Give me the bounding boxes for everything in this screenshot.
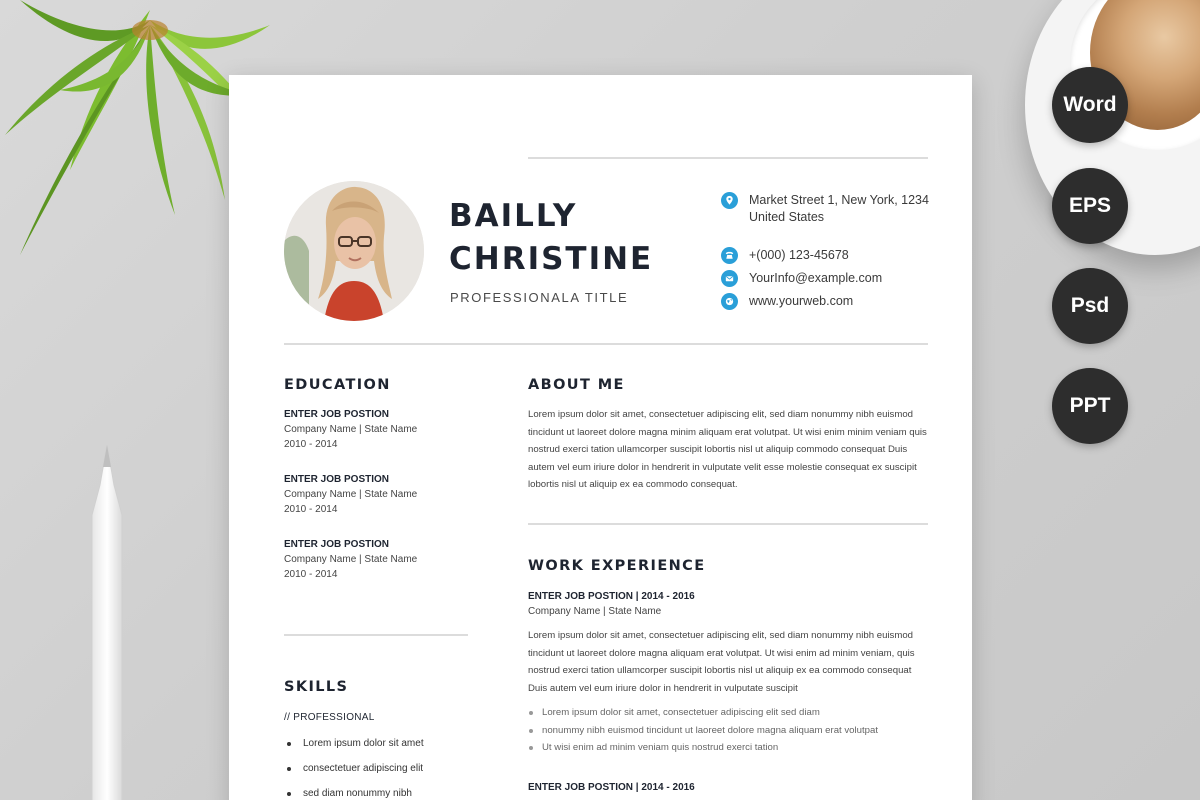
skill-item: Lorem ipsum dolor sit amet bbox=[284, 731, 484, 756]
education-item bbox=[284, 473, 484, 517]
education-job: ENTER JOB POSTION bbox=[284, 409, 390, 420]
education-company: Company Name | State Name bbox=[284, 424, 418, 435]
work-entry-title: ENTER JOB POSTION | 2014 - 2016 bbox=[528, 591, 695, 602]
map-pin-icon bbox=[721, 192, 738, 209]
work-bullets bbox=[528, 704, 928, 757]
skill-item: sed diam nonummy nibh bbox=[284, 781, 484, 800]
website-text: www.yourweb.com bbox=[749, 294, 854, 308]
education-company: Company Name | State Name bbox=[284, 489, 418, 500]
work-bullet: Ut wisi enim ad minim veniam quis nostrud exerci tation bbox=[528, 739, 928, 757]
contact-website bbox=[721, 293, 936, 310]
work-heading: WORK EXPERIENCE bbox=[528, 558, 706, 574]
ppt-badge: PPT bbox=[1052, 368, 1128, 444]
skills-heading: SKILLS bbox=[284, 679, 349, 695]
education-years: 2010 - 2014 bbox=[284, 569, 338, 580]
resume-page bbox=[229, 75, 972, 800]
eps-badge: EPS bbox=[1052, 168, 1128, 244]
address-line-1: Market Street 1, New York, 1234 bbox=[749, 193, 929, 207]
education-job: ENTER JOB POSTION bbox=[284, 539, 390, 550]
education-item bbox=[284, 538, 484, 582]
contact-address bbox=[721, 192, 936, 226]
header-divider bbox=[284, 343, 928, 345]
about-text: Lorem ipsum dolor sit amet, consectetuer adipiscing elit, sed diam nonummy nibh euismod tincidunt ut laoreet dolore magna minim aliquam erat volutpat. Ut wisi enim minim veniam quis nostrud exerci tation ullamcorper suscipit lobortis nisl ut aliquip commodo consequat Duis autem vel eum iriure dolor in hendrerit in vulputate velit esse molestie consequat ex suscipit lobortis nisl ut aliquip ex ea commodo consequat. bbox=[528, 409, 927, 490]
first-name: BAILLY bbox=[449, 198, 578, 234]
envelope-icon bbox=[721, 270, 738, 287]
skills-subheading: // PROFESSIONAL bbox=[284, 712, 375, 723]
education-years: 2010 - 2014 bbox=[284, 504, 338, 515]
skill-item: consectetuer adipiscing elit bbox=[284, 756, 484, 781]
last-name: CHRISTINE bbox=[449, 241, 654, 277]
globe-icon bbox=[721, 293, 738, 310]
education-item bbox=[284, 408, 484, 452]
skills-list bbox=[284, 731, 484, 800]
education-job: ENTER JOB POSTION bbox=[284, 474, 390, 485]
education-heading: EDUCATION bbox=[284, 377, 391, 393]
work-bullet: Lorem ipsum dolor sit amet, consectetuer adipiscing elit sed diam bbox=[528, 704, 928, 722]
top-divider bbox=[528, 157, 928, 159]
pencil-decoration bbox=[84, 445, 130, 800]
about-heading: ABOUT ME bbox=[528, 377, 625, 393]
about-divider bbox=[528, 523, 928, 525]
contact-email bbox=[721, 270, 936, 287]
psd-badge: Psd bbox=[1052, 268, 1128, 344]
education-divider bbox=[284, 634, 468, 636]
education-years: 2010 - 2014 bbox=[284, 439, 338, 450]
work-bullet: nonummy nibh euismod tincidunt ut laoreet dolore magna aliquam erat volutpat bbox=[528, 722, 928, 740]
word-badge: Word bbox=[1052, 67, 1128, 143]
contact-phone bbox=[721, 247, 936, 264]
address-line-2: United States bbox=[749, 210, 825, 224]
phone-text: +(000) 123-45678 bbox=[749, 248, 849, 262]
work-entry-text: Lorem ipsum dolor sit amet, consectetuer adipiscing elit, sed diam nonummy nibh euismod tincidunt ut laoreet dolore magna aliquam erat volutpat. Ut wisi enim ad minim veniam, quis nostrud exerci tation ullamcorper suscipit lobortis nisl ut aliquip ex ea commodo consequat Duis autem vel eum iriure dolor in hendrerit in vulputate suscipit bbox=[528, 630, 915, 694]
full-name bbox=[449, 195, 653, 281]
professional-title: PROFESSIONALA TITLE bbox=[450, 290, 629, 305]
work-entry-company: Company Name | State Name bbox=[528, 606, 662, 617]
work-entry-title-2: ENTER JOB POSTION | 2014 - 2016 bbox=[528, 782, 695, 793]
phone-icon bbox=[721, 247, 738, 264]
education-company: Company Name | State Name bbox=[284, 554, 418, 565]
email-text: YourInfo@example.com bbox=[749, 271, 883, 285]
profile-photo bbox=[284, 181, 424, 321]
